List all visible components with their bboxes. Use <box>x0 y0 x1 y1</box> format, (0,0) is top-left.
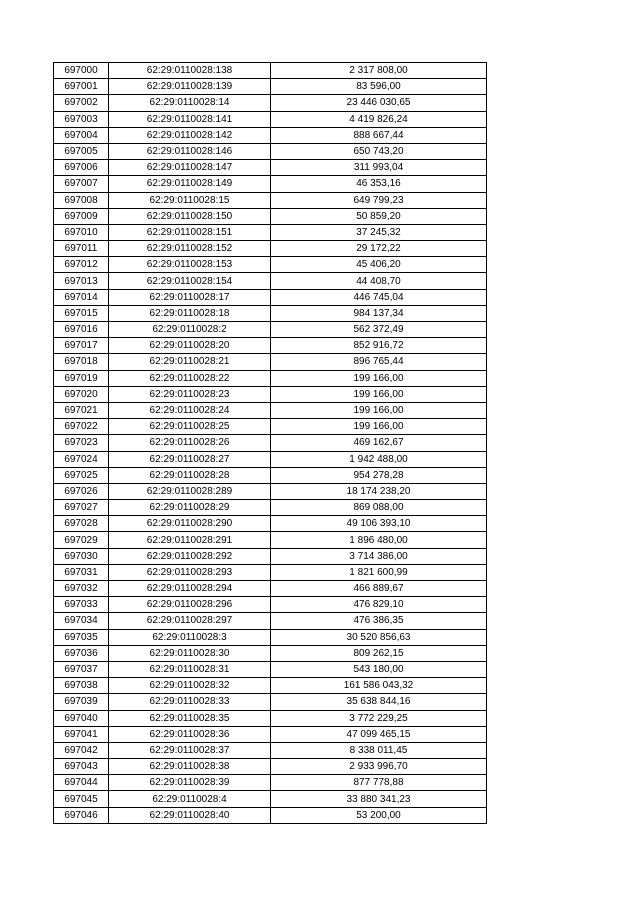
table-row <box>54 435 487 451</box>
row-number-cell: 697029 <box>54 532 109 548</box>
table-row <box>54 759 487 775</box>
table-row <box>54 742 487 758</box>
table-row <box>54 726 487 742</box>
row-number-cell: 697027 <box>54 500 109 516</box>
table-row <box>54 807 487 823</box>
table-row <box>54 338 487 354</box>
table-row <box>54 63 487 79</box>
cadastral-number-cell: 62:29:0110028:23 <box>109 386 271 402</box>
cadastral-value-cell: 650 743,20 <box>271 143 487 159</box>
row-number-cell: 697039 <box>54 694 109 710</box>
cadastral-value-cell: 2 933 996,70 <box>271 759 487 775</box>
cadastral-number-cell: 62:29:0110028:29 <box>109 500 271 516</box>
table-row <box>54 775 487 791</box>
cadastral-number-cell: 62:29:0110028:294 <box>109 581 271 597</box>
cadastral-value-cell: 852 916,72 <box>271 338 487 354</box>
cadastral-value-cell: 543 180,00 <box>271 661 487 677</box>
row-number-cell: 697007 <box>54 176 109 192</box>
cadastral-number-cell: 62:29:0110028:27 <box>109 451 271 467</box>
cadastral-value-cell: 954 278,28 <box>271 467 487 483</box>
cadastral-number-cell: 62:29:0110028:142 <box>109 127 271 143</box>
cadastral-value-cell: 199 166,00 <box>271 386 487 402</box>
cadastral-value-cell: 466 889,67 <box>271 581 487 597</box>
cadastral-number-cell: 62:29:0110028:40 <box>109 807 271 823</box>
cadastral-value-cell: 2 317 808,00 <box>271 63 487 79</box>
cadastral-value-cell: 199 166,00 <box>271 370 487 386</box>
cadastral-number-cell: 62:29:0110028:153 <box>109 257 271 273</box>
cadastral-number-cell: 62:29:0110028:146 <box>109 143 271 159</box>
cadastral-value-cell: 888 667,44 <box>271 127 487 143</box>
table-row <box>54 710 487 726</box>
cadastral-value-cell: 3 772 229,25 <box>271 710 487 726</box>
row-number-cell: 697019 <box>54 370 109 386</box>
cadastral-number-cell: 62:29:0110028:141 <box>109 111 271 127</box>
cadastral-value-cell: 4 419 826,24 <box>271 111 487 127</box>
cadastral-value-cell: 49 106 393,10 <box>271 516 487 532</box>
row-number-cell: 697013 <box>54 273 109 289</box>
row-number-cell: 697017 <box>54 338 109 354</box>
table-row <box>54 500 487 516</box>
cadastral-value-cell: 33 880 341,23 <box>271 791 487 807</box>
cadastral-number-cell: 62:29:0110028:25 <box>109 419 271 435</box>
cadastral-number-cell: 62:29:0110028:4 <box>109 791 271 807</box>
row-number-cell: 697016 <box>54 322 109 338</box>
cadastral-number-cell: 62:29:0110028:296 <box>109 597 271 613</box>
cadastral-number-cell: 62:29:0110028:3 <box>109 629 271 645</box>
row-number-cell: 697035 <box>54 629 109 645</box>
row-number-cell: 697014 <box>54 289 109 305</box>
row-number-cell: 697024 <box>54 451 109 467</box>
cadastral-value-cell: 562 372,49 <box>271 322 487 338</box>
table-row <box>54 402 487 418</box>
cadastral-number-cell: 62:29:0110028:20 <box>109 338 271 354</box>
row-number-cell: 697004 <box>54 127 109 143</box>
table-row <box>54 224 487 240</box>
cadastral-number-cell: 62:29:0110028:39 <box>109 775 271 791</box>
table-row <box>54 694 487 710</box>
table-row <box>54 516 487 532</box>
cadastral-value-cell: 35 638 844,16 <box>271 694 487 710</box>
cadastral-value-cell: 446 745,04 <box>271 289 487 305</box>
table-row <box>54 95 487 111</box>
cadastral-number-cell: 62:29:0110028:26 <box>109 435 271 451</box>
cadastral-number-cell: 62:29:0110028:2 <box>109 322 271 338</box>
cadastral-value-cell: 44 408,70 <box>271 273 487 289</box>
cadastral-value-cell: 1 942 488,00 <box>271 451 487 467</box>
row-number-cell: 697042 <box>54 742 109 758</box>
cadastral-number-cell: 62:29:0110028:150 <box>109 208 271 224</box>
row-number-cell: 697018 <box>54 354 109 370</box>
cadastral-number-cell: 62:29:0110028:154 <box>109 273 271 289</box>
cadastral-number-cell: 62:29:0110028:289 <box>109 483 271 499</box>
table-row <box>54 581 487 597</box>
table-row <box>54 192 487 208</box>
table-row <box>54 127 487 143</box>
cadastral-value-cell: 199 166,00 <box>271 419 487 435</box>
cadastral-number-cell: 62:29:0110028:151 <box>109 224 271 240</box>
table-row <box>54 370 487 386</box>
cadastral-number-cell: 62:29:0110028:32 <box>109 678 271 694</box>
cadastral-value-cell: 869 088,00 <box>271 500 487 516</box>
table-row <box>54 273 487 289</box>
table-row <box>54 548 487 564</box>
table-row <box>54 678 487 694</box>
cadastral-number-cell: 62:29:0110028:152 <box>109 241 271 257</box>
cadastral-number-cell: 62:29:0110028:30 <box>109 645 271 661</box>
cadastral-number-cell: 62:29:0110028:37 <box>109 742 271 758</box>
table-row <box>54 289 487 305</box>
cadastral-number-cell: 62:29:0110028:149 <box>109 176 271 192</box>
row-number-cell: 697009 <box>54 208 109 224</box>
cadastral-value-cell: 896 765,44 <box>271 354 487 370</box>
cadastral-number-cell: 62:29:0110028:21 <box>109 354 271 370</box>
row-number-cell: 697001 <box>54 79 109 95</box>
table-row <box>54 305 487 321</box>
row-number-cell: 697022 <box>54 419 109 435</box>
cadastral-value-cell: 53 200,00 <box>271 807 487 823</box>
row-number-cell: 697034 <box>54 613 109 629</box>
table-row <box>54 386 487 402</box>
row-number-cell: 697045 <box>54 791 109 807</box>
row-number-cell: 697023 <box>54 435 109 451</box>
row-number-cell: 697040 <box>54 710 109 726</box>
table-row <box>54 791 487 807</box>
row-number-cell: 697006 <box>54 160 109 176</box>
row-number-cell: 697008 <box>54 192 109 208</box>
row-number-cell: 697003 <box>54 111 109 127</box>
cadastral-value-cell: 877 778,88 <box>271 775 487 791</box>
row-number-cell: 697010 <box>54 224 109 240</box>
cadastral-number-cell: 62:29:0110028:31 <box>109 661 271 677</box>
cadastral-value-cell: 29 172,22 <box>271 241 487 257</box>
table-row <box>54 419 487 435</box>
cadastral-value-cell: 1 821 600,99 <box>271 564 487 580</box>
table-row <box>54 241 487 257</box>
cadastral-number-cell: 62:29:0110028:35 <box>109 710 271 726</box>
cadastral-value-cell: 50 859,20 <box>271 208 487 224</box>
row-number-cell: 697044 <box>54 775 109 791</box>
row-number-cell: 697002 <box>54 95 109 111</box>
row-number-cell: 697011 <box>54 241 109 257</box>
cadastral-number-cell: 62:29:0110028:17 <box>109 289 271 305</box>
table-row <box>54 160 487 176</box>
row-number-cell: 697000 <box>54 63 109 79</box>
cadastral-value-cell: 83 596,00 <box>271 79 487 95</box>
cadastral-number-cell: 62:29:0110028:15 <box>109 192 271 208</box>
row-number-cell: 697041 <box>54 726 109 742</box>
table-row <box>54 176 487 192</box>
table-row <box>54 564 487 580</box>
cadastral-number-cell: 62:29:0110028:36 <box>109 726 271 742</box>
cadastral-number-cell: 62:29:0110028:139 <box>109 79 271 95</box>
cadastral-value-cell: 649 799,23 <box>271 192 487 208</box>
table-row <box>54 483 487 499</box>
cadastral-value-cell: 23 446 030,65 <box>271 95 487 111</box>
cadastral-number-cell: 62:29:0110028:293 <box>109 564 271 580</box>
table-row <box>54 451 487 467</box>
row-number-cell: 697030 <box>54 548 109 564</box>
cadastral-number-cell: 62:29:0110028:24 <box>109 402 271 418</box>
row-number-cell: 697033 <box>54 597 109 613</box>
cadastral-number-cell: 62:29:0110028:28 <box>109 467 271 483</box>
table-row <box>54 111 487 127</box>
cadastral-value-table <box>53 62 487 824</box>
table-row <box>54 322 487 338</box>
cadastral-value-cell: 47 099 465,15 <box>271 726 487 742</box>
table-row <box>54 257 487 273</box>
table-row <box>54 208 487 224</box>
row-number-cell: 697043 <box>54 759 109 775</box>
row-number-cell: 697031 <box>54 564 109 580</box>
cadastral-value-cell: 1 896 480,00 <box>271 532 487 548</box>
table-row <box>54 629 487 645</box>
cadastral-value-cell: 8 338 011,45 <box>271 742 487 758</box>
cadastral-number-cell: 62:29:0110028:297 <box>109 613 271 629</box>
row-number-cell: 697015 <box>54 305 109 321</box>
cadastral-value-cell: 161 586 043,32 <box>271 678 487 694</box>
table-row <box>54 354 487 370</box>
cadastral-value-cell: 469 162,67 <box>271 435 487 451</box>
cadastral-value-cell: 984 137,34 <box>271 305 487 321</box>
row-number-cell: 697012 <box>54 257 109 273</box>
cadastral-value-cell: 37 245,32 <box>271 224 487 240</box>
row-number-cell: 697028 <box>54 516 109 532</box>
row-number-cell: 697036 <box>54 645 109 661</box>
table-row <box>54 467 487 483</box>
cadastral-number-cell: 62:29:0110028:147 <box>109 160 271 176</box>
row-number-cell: 697038 <box>54 678 109 694</box>
table-row <box>54 645 487 661</box>
cadastral-value-cell: 199 166,00 <box>271 402 487 418</box>
cadastral-value-cell: 476 386,35 <box>271 613 487 629</box>
row-number-cell: 697021 <box>54 402 109 418</box>
cadastral-number-cell: 62:29:0110028:291 <box>109 532 271 548</box>
row-number-cell: 697026 <box>54 483 109 499</box>
table-row <box>54 79 487 95</box>
row-number-cell: 697046 <box>54 807 109 823</box>
cadastral-number-cell: 62:29:0110028:292 <box>109 548 271 564</box>
cadastral-value-cell: 3 714 386,00 <box>271 548 487 564</box>
cadastral-number-cell: 62:29:0110028:290 <box>109 516 271 532</box>
cadastral-number-cell: 62:29:0110028:33 <box>109 694 271 710</box>
table-row <box>54 143 487 159</box>
cadastral-number-cell: 62:29:0110028:18 <box>109 305 271 321</box>
row-number-cell: 697005 <box>54 143 109 159</box>
cadastral-value-cell: 30 520 856,63 <box>271 629 487 645</box>
cadastral-value-cell: 809 262,15 <box>271 645 487 661</box>
cadastral-number-cell: 62:29:0110028:14 <box>109 95 271 111</box>
cadastral-number-cell: 62:29:0110028:138 <box>109 63 271 79</box>
table-row <box>54 532 487 548</box>
row-number-cell: 697020 <box>54 386 109 402</box>
table-row <box>54 597 487 613</box>
row-number-cell: 697032 <box>54 581 109 597</box>
cadastral-value-cell: 476 829,10 <box>271 597 487 613</box>
row-number-cell: 697037 <box>54 661 109 677</box>
cadastral-value-cell: 311 993,04 <box>271 160 487 176</box>
cadastral-value-cell: 45 406,20 <box>271 257 487 273</box>
cadastral-number-cell: 62:29:0110028:22 <box>109 370 271 386</box>
row-number-cell: 697025 <box>54 467 109 483</box>
cadastral-number-cell: 62:29:0110028:38 <box>109 759 271 775</box>
cadastral-value-cell: 46 353,16 <box>271 176 487 192</box>
table-row <box>54 613 487 629</box>
table-row <box>54 661 487 677</box>
table-body <box>54 63 487 824</box>
cadastral-value-cell: 18 174 238,20 <box>271 483 487 499</box>
